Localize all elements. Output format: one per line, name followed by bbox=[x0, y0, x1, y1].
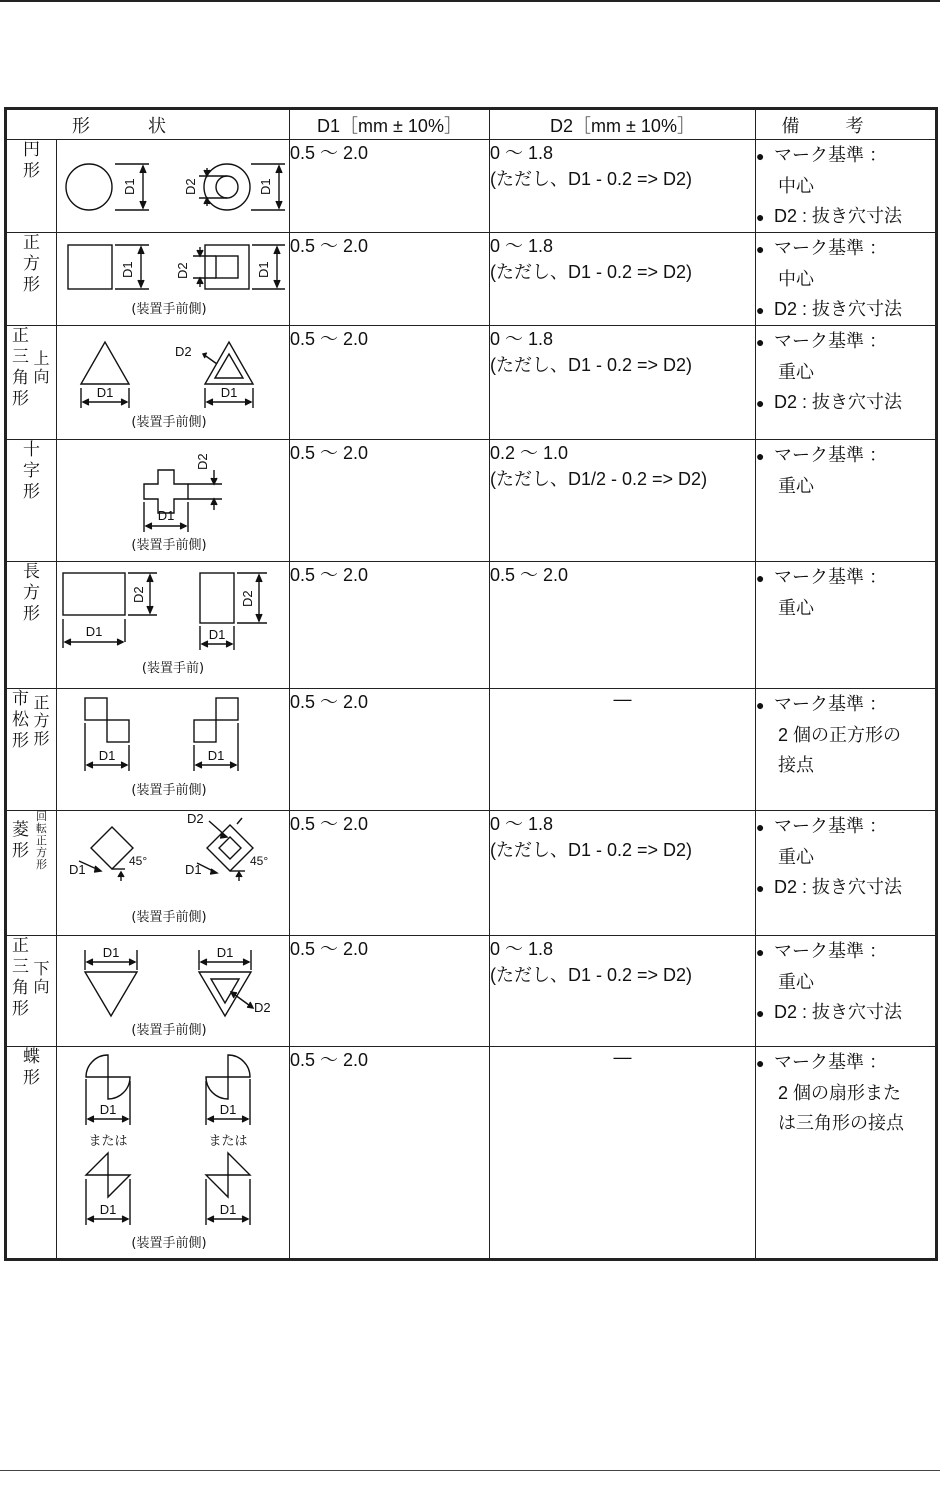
svg-text:D1: D1 bbox=[99, 1102, 117, 1117]
figure-cross bbox=[57, 440, 290, 562]
d1-value: 0.5 ～ 2.0 bbox=[290, 689, 490, 811]
svg-text:D1: D1 bbox=[102, 945, 120, 960]
fan-shape-icon bbox=[228, 1055, 250, 1077]
table-row bbox=[6, 811, 937, 936]
table-row bbox=[6, 562, 937, 689]
note-cell: ● マーク基準 ： 中心 ● D2 : 抜き穴寸法 bbox=[756, 233, 937, 326]
d1-value: 0.5 ～ 2.0 bbox=[290, 233, 490, 326]
shape-name-triangle-up: 正 三 角 形上 向 bbox=[6, 326, 57, 440]
square-outer-icon bbox=[205, 245, 249, 289]
figure-butterfly bbox=[57, 1047, 290, 1260]
rectangle-horizontal-icon bbox=[63, 573, 125, 615]
shape-name-diamond: 菱 形回 転 正 方 形 bbox=[6, 811, 57, 936]
diamond-shape-icon bbox=[91, 827, 133, 869]
svg-text:D2: D2 bbox=[240, 590, 255, 607]
shape-name-circle: 円 形 bbox=[6, 140, 57, 233]
svg-text:D1: D1 bbox=[96, 385, 114, 400]
svg-text:(装置手前側): (装置手前側) bbox=[131, 1236, 207, 1251]
svg-text:D2: D2 bbox=[175, 344, 192, 359]
figure-triangle-up bbox=[57, 326, 290, 440]
d1-value: 0.5 ～ 2.0 bbox=[290, 811, 490, 936]
svg-text:D2: D2 bbox=[187, 811, 204, 826]
d2-value: 0.2 ～ 1.0 (ただし、D1/2 - 0.2 => D2) bbox=[490, 440, 756, 562]
note-cell: ● マーク基準 ： 重心 bbox=[756, 562, 937, 689]
svg-text:または: または bbox=[208, 1134, 248, 1149]
svg-text:D1: D1 bbox=[258, 178, 273, 195]
figure-triangle-down bbox=[57, 936, 290, 1047]
triangle-down-icon bbox=[85, 972, 137, 1016]
table-row bbox=[6, 1047, 937, 1260]
svg-text:(装置手前側): (装置手前側) bbox=[131, 783, 207, 798]
d1-value: 0.5 ～ 2.0 bbox=[290, 562, 490, 689]
note-cell: ● マーク基準 ： 重心 ● D2 : 抜き穴寸法 bbox=[756, 936, 937, 1047]
diamond-inner-icon bbox=[219, 837, 241, 859]
d2-value-dash: — bbox=[490, 689, 756, 811]
triangle-pair-icon bbox=[86, 1153, 108, 1175]
d1-value: 0.5 ～ 2.0 bbox=[290, 936, 490, 1047]
figure-circle bbox=[57, 140, 290, 233]
shape-name-checker: 市 松 形正 方 形 bbox=[6, 689, 57, 811]
svg-text:(装置手前側): (装置手前側) bbox=[131, 1023, 207, 1038]
header-shape: 形状 bbox=[6, 109, 290, 140]
rectangle-vertical-icon bbox=[200, 573, 234, 623]
svg-text:D1: D1 bbox=[157, 508, 175, 523]
mark-shape-spec-table bbox=[4, 107, 938, 1261]
circle-shape-icon bbox=[66, 164, 112, 210]
top-rule bbox=[0, 0, 940, 2]
triangle-pair-icon bbox=[108, 1175, 130, 1197]
header-d1: D1［mm ± 10%］ bbox=[290, 109, 490, 140]
svg-text:D2: D2 bbox=[183, 178, 198, 195]
svg-text:D1: D1 bbox=[122, 178, 137, 195]
svg-text:D2: D2 bbox=[175, 262, 190, 279]
figure-square bbox=[57, 233, 290, 326]
note-cell: ● マーク基準 ： 中心 ● D2 : 抜き穴寸法 bbox=[756, 140, 937, 233]
shape-name-triangle-down: 正 三 角 形下 向 bbox=[6, 936, 57, 1047]
note-cell: ● マーク基準 ： 重心 ● D2 : 抜き穴寸法 bbox=[756, 811, 937, 936]
shape-name-cross: 十 字 形 bbox=[6, 440, 57, 562]
d2-value-dash: — bbox=[490, 1047, 756, 1260]
ring-inner-icon bbox=[216, 176, 238, 198]
checker-square-icon bbox=[85, 698, 107, 720]
shape-name-square: 正 方 形 bbox=[6, 233, 57, 326]
svg-text:D1: D1 bbox=[185, 862, 202, 877]
d2-value: 0 ～ 1.8 (ただし、D1 - 0.2 => D2) bbox=[490, 936, 756, 1047]
square-inner-icon bbox=[216, 256, 238, 278]
d1-value: 0.5 ～ 2.0 bbox=[290, 326, 490, 440]
figure-checker bbox=[57, 689, 290, 811]
fan-shape-icon bbox=[206, 1077, 228, 1099]
d2-value: 0 ～ 1.8 (ただし、D1 - 0.2 => D2) bbox=[490, 811, 756, 936]
header-note: 備考 bbox=[756, 109, 937, 140]
svg-text:または: または bbox=[88, 1134, 128, 1149]
header-d2: D2［mm ± 10%］ bbox=[490, 109, 756, 140]
table-row bbox=[6, 233, 937, 326]
cross-shape-icon bbox=[144, 470, 188, 513]
svg-text:(装置手前側): (装置手前側) bbox=[131, 910, 207, 925]
svg-text:D1: D1 bbox=[219, 1102, 237, 1117]
d2-value: 0 ～ 1.8 (ただし、D1 - 0.2 => D2) bbox=[490, 233, 756, 326]
svg-text:45°: 45° bbox=[129, 854, 148, 868]
figure-rectangle bbox=[57, 562, 290, 689]
diamond-outer-icon bbox=[207, 825, 253, 871]
table-row bbox=[6, 936, 937, 1047]
triangle-up-icon bbox=[81, 342, 129, 384]
d2-value: 0 ～ 1.8 (ただし、D1 - 0.2 => D2) bbox=[490, 140, 756, 233]
d1-value: 0.5 ～ 2.0 bbox=[290, 140, 490, 233]
svg-text:D1: D1 bbox=[220, 385, 238, 400]
svg-text:D1: D1 bbox=[208, 627, 226, 642]
svg-text:D1: D1 bbox=[85, 624, 103, 639]
svg-text:D1: D1 bbox=[98, 748, 116, 763]
figure-diamond bbox=[57, 811, 290, 936]
ring-outer-icon bbox=[204, 164, 250, 210]
triangle-pair-icon bbox=[206, 1175, 228, 1197]
fan-shape-icon bbox=[86, 1055, 108, 1077]
svg-text:D2: D2 bbox=[254, 1000, 271, 1015]
svg-text:D1: D1 bbox=[99, 1202, 117, 1217]
svg-text:(装置手前側): (装置手前側) bbox=[131, 415, 207, 430]
d2-value: 0 ～ 1.8 (ただし、D1 - 0.2 => D2) bbox=[490, 326, 756, 440]
table-row bbox=[6, 689, 937, 811]
svg-text:(装置手前): (装置手前) bbox=[141, 661, 205, 676]
note-cell: ● マーク基準 ： 重心 bbox=[756, 440, 937, 562]
note-cell: ● マーク基準 ： 2 個の扇形また は三角形の接点 bbox=[756, 1047, 937, 1260]
svg-text:D1: D1 bbox=[256, 261, 271, 278]
note-cell: ● マーク基準 ： 2 個の正方形の 接点 bbox=[756, 689, 937, 811]
shape-name-rectangle: 長 方 形 bbox=[6, 562, 57, 689]
d1-value: 0.5 ～ 2.0 bbox=[290, 440, 490, 562]
svg-text:D1: D1 bbox=[207, 748, 225, 763]
bottom-rule bbox=[0, 1470, 940, 1471]
triangle-pair-icon bbox=[228, 1153, 250, 1175]
table-row bbox=[6, 326, 937, 440]
note-cell: ● マーク基準 ： 重心 ● D2 : 抜き穴寸法 bbox=[756, 326, 937, 440]
shape-name-butterfly: 蝶 形 bbox=[6, 1047, 57, 1260]
svg-text:D1: D1 bbox=[219, 1202, 237, 1217]
svg-text:(装置手前側): (装置手前側) bbox=[131, 538, 207, 553]
svg-text:D1: D1 bbox=[216, 945, 234, 960]
svg-text:(装置手前側): (装置手前側) bbox=[131, 302, 207, 317]
checker-square-icon bbox=[107, 720, 129, 742]
svg-text:D1: D1 bbox=[69, 862, 86, 877]
checker-square-icon bbox=[216, 698, 238, 720]
table-row bbox=[6, 140, 937, 233]
svg-text:D2: D2 bbox=[195, 453, 210, 470]
svg-text:D2: D2 bbox=[131, 586, 146, 603]
table-row bbox=[6, 440, 937, 562]
svg-text:45°: 45° bbox=[250, 854, 269, 868]
header-row bbox=[6, 109, 937, 140]
triangle-inner-icon bbox=[215, 354, 243, 378]
square-shape-icon bbox=[68, 245, 112, 289]
checker-square-icon bbox=[194, 720, 216, 742]
fan-shape-icon bbox=[108, 1077, 130, 1099]
d2-value: 0.5 ～ 2.0 bbox=[490, 562, 756, 689]
d1-value: 0.5 ～ 2.0 bbox=[290, 1047, 490, 1260]
svg-text:D1: D1 bbox=[120, 261, 135, 278]
